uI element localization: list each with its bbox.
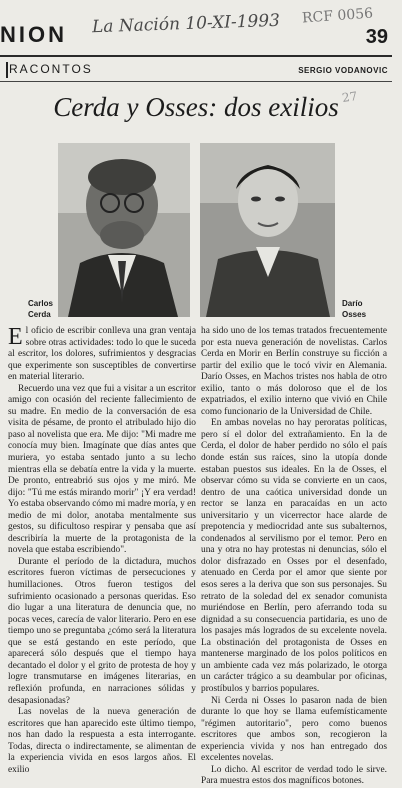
column-name: RACONTOS (9, 62, 93, 76)
paragraph: ha sido uno de los temas tratados frecuentemente por esta nueva generación de novelistas. Carlos Cerda en Morir en Berlín construye su ficción a partir del exilio que le tocó vivir en Alemania. Darío Osses, en Machos tristes nos habla de otro exilio, tanto o más doloroso que el de los expatriados, el exilio interno que vivió en Chile como funcionario de la Universidad de Chile. (201, 326, 387, 417)
photo-caption-cerda (28, 298, 53, 320)
paragraph: Recuerdo una vez que fui a visitar a un escritor amigo con ocasión del reciente fallecimiento de su madre. En medio de la conversación de esa visita de pésame, de pronto el atribulado hijo dio paso al novelista que era. Me dijo: "Mi madre me conocía muy bien. Imagínate que días antes que muriera, yo estaba sentado junto a su lecho mientras ella se debatía entre la vida y la muerte. De pronto, entreabrió sus ojos y me miró. Me dijo: "Tú me estás mirando morir" ¡Y era verdad! Yo estaba observando cómo mi madre moría, y en medio de mi dolor, anotaba mentalmente sus gestos, su dificultoso respirar y pensaba que así describiría la muerte de la protagonista de la novela que estaba escribiendo". (8, 383, 196, 556)
paragraph-text: l oficio de escribir conlleva una gran ventaja sobre otras actividades: todo lo que le suceda al escritor, los dolores, sufrimientos y desgracias que experimente son susceptibles de convertirse en material literario. (8, 326, 196, 383)
paragraph: En ambas novelas no hay peroratas políticas, pero sí el dolor del extrañamiento. En la de Cerda, el dolor de haber perdido no sólo el país donde están sus raíces, sino la utopía donde estaban puestos sus ideales. En la de Osses, el observar cómo su vida se convierte en un caos, dentro de una caótica universidad donde un rector se lanza en paracaídas en un acto universitario y un vicerrector hace alarde de prepotencia y mediocridad ante sus subalternos, condenados al servilismo por el temor. Pero en una y otra no hay protestas ni denuncias, sólo el dolor disfrazado en Osses por el desenfado, atenuado en Cerda por el amor que siente por esos seres a la deriva que son sus personajes. Su retrato de la soledad del ex senador comunista muriéndose en Berlín, pero aferrando toda su dignidad a su consecuencia partidaria, es uno de los pasajes más logrados de su excelente novela. La obstinación del protagonista de Osses en mantenerse marginado de los polos políticos en un ambiente cada vez más polarizado, le otorga un carácter trágico a su deambular por oficinas, prostíbulos y barrios populares. (201, 418, 387, 694)
caption-last-name: Cerda (28, 310, 51, 319)
paragraph: Las novelas de la nueva generación de escritores que han aparecido este último tiempo, nos han dado la respuesta a esta interrogante. Todas, directa o indirectamente, se alimentan de la experiencia vivida en esos largos años. El exilio (8, 707, 196, 775)
paragraph: Ni Cerda ni Osses lo pasaron nada de bien durante lo que hoy se llama eufemísticamente "régimen autoritario", pero como buenos escritores que ambos son, recogieron la experiencia vivida y nos han entregado dos excelentes novelas. (201, 695, 387, 764)
page-number: 39 (365, 26, 388, 48)
handwritten-note: 27 (341, 89, 359, 105)
caption-first-name: Darío (342, 299, 363, 308)
article-title: Cerda y Osses: dos exilios (53, 92, 339, 122)
photo-carlos-cerda (58, 143, 190, 317)
drop-cap: E (8, 324, 23, 350)
paragraph (8, 326, 196, 384)
photo-dario-osses (200, 143, 335, 317)
portrait-illustration (58, 143, 190, 317)
section-masthead: NION (0, 22, 67, 47)
handwritten-date: La Nación 10-XI-1993 (91, 10, 281, 38)
handwritten-code: RCF 0056 (301, 5, 374, 27)
column-author: SERGIO VODANOVIC (298, 66, 388, 75)
caption-last-name: Osses (342, 310, 367, 319)
paragraph: Durante el período de la dictadura, muchos escritores fueron víctimas de persecuciones y humillaciones. Otros fueron testigos del sufrimiento ocasionado a personas queridas. Eso dio lugar a una literatura de denuncia que, no pocas veces, carecía de valor literario. Pero en ese tiempo uno se preguntaba ¿cómo será la literatura que se está gestando en este período, que aparecerá sólo después que el tiempo haya decantado el dolor y el grito de protesta de hoy y logre transmutarse en imágenes literarias, en reflexión profunda, en narraciones sólidas y desapasionadas? (8, 556, 196, 706)
header-rule (0, 81, 392, 82)
article-column-right (201, 326, 387, 787)
portrait-illustration (200, 143, 335, 317)
paragraph: Lo dicho. Al escritor de verdad todo le sirve. Para muestra estos dos magníficos botones. (201, 764, 387, 787)
article-column-left (8, 324, 196, 775)
photo-caption-osses (342, 298, 366, 320)
caption-first-name: Carlos (28, 299, 53, 308)
section-bar (6, 62, 8, 78)
top-rule (0, 55, 392, 57)
